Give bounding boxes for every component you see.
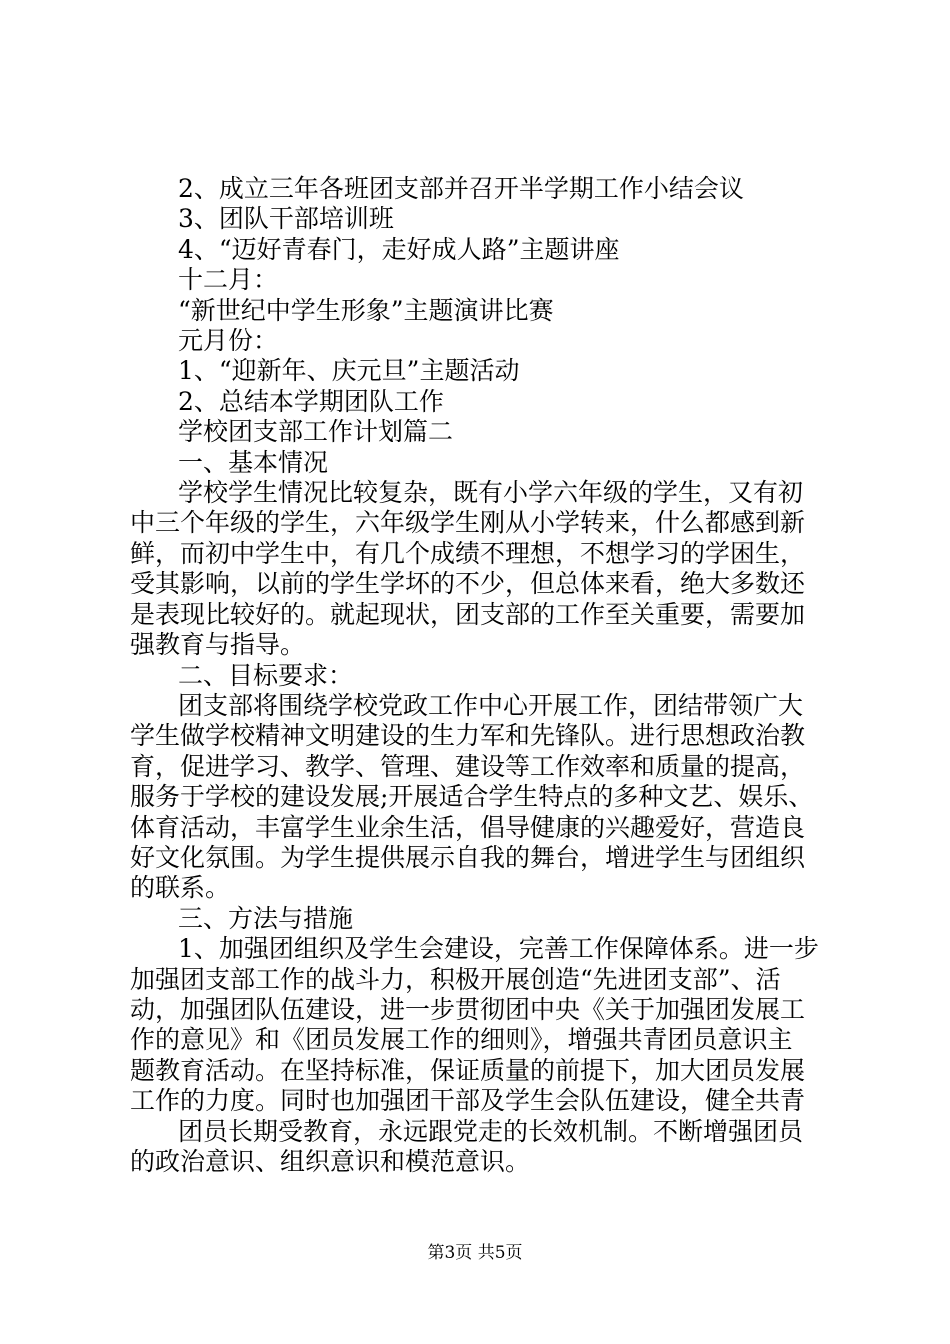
text-line: 题教育活动。在坚持标准，保证质量的前提下，加大团员发展 (130, 1055, 806, 1085)
section-heading: 二、目标要求： (178, 660, 354, 690)
text-line: 服务于学校的建设发展;开展适合学生特点的多种文艺、娱乐、 (130, 782, 814, 812)
text-line: 受其影响，以前的学生学坏的不少，但总体来看，绝大多数还 (130, 569, 806, 599)
page-number: 第3页 共5页 (427, 1243, 523, 1263)
text-line: 的联系。 (130, 873, 231, 903)
text-line: 鲜，而初中学生中，有几个成绩不理想，不想学习的学困生， (130, 538, 806, 568)
text-line: 2、总结本学期团队工作 (178, 386, 444, 416)
text-line: 团支部将围绕学校党政工作中心开展工作，团结带领广大 (178, 690, 804, 720)
text-line: 学生做学校精神文明建设的生力军和先锋队。进行思想政治教 (130, 721, 806, 751)
text-line: 中三个年级的学生，六年级学生刚从小学转来，什么都感到新 (130, 508, 806, 538)
section-heading: 三、方法与措施 (178, 903, 354, 933)
text-line: 团员长期受教育，永远跟党走的长效机制。不断增强团员 (178, 1116, 804, 1146)
text-line: 十二月： (178, 265, 279, 295)
text-line: 4、“迈好青春门，走好成人路”主题讲座 (178, 234, 620, 264)
text-line: 加强团支部工作的战斗力，积极开展创造“先进团支部”、活 (130, 964, 781, 994)
text-line: 元月份： (178, 326, 279, 356)
text-line: 育，促进学习、教学、管理、建设等工作效率和质量的提高， (130, 751, 806, 781)
text-line: 工作的力度。同时也加强团干部及学生会队伍建设，健全共青 (130, 1086, 806, 1116)
text-line: 3、团队干部培训班 (178, 204, 394, 234)
text-line: 作的意见》和《团员发展工作的细则》，增强共青团员意识主 (130, 1025, 793, 1055)
text-line: 1、“迎新年、庆元旦”主题活动 (178, 356, 520, 386)
text-line: 体育活动，丰富学生业余生活，倡导健康的兴趣爱好，营造良 (130, 812, 806, 842)
text-line: “新世纪中学生形象”主题演讲比赛 (178, 295, 554, 325)
document-body (130, 174, 830, 1177)
section-heading: 一、基本情况 (178, 447, 329, 477)
text-line: 动，加强团队伍建设，进一步贯彻团中央《关于加强团发展工 (130, 994, 806, 1024)
text-line: 好文化氛围。为学生提供展示自我的舞台，增进学生与团组织 (130, 842, 806, 872)
text-line: 强教育与指导。 (130, 630, 306, 660)
text-line: 是表现比较好的。就起现状，团支部的工作至关重要，需要加 (130, 599, 806, 629)
section-title: 学校团支部工作计划篇二 (178, 417, 454, 447)
text-line: 学校学生情况比较复杂，既有小学六年级的学生，又有初 (178, 478, 804, 508)
text-line: 1、加强团组织及学生会建设，完善工作保障体系。进一步 (178, 934, 819, 964)
text-line: 的政治意识、组织意识和模范意识。 (130, 1147, 531, 1176)
text-line: 2、成立三年各班团支部并召开半学期工作小结会议 (178, 174, 744, 203)
